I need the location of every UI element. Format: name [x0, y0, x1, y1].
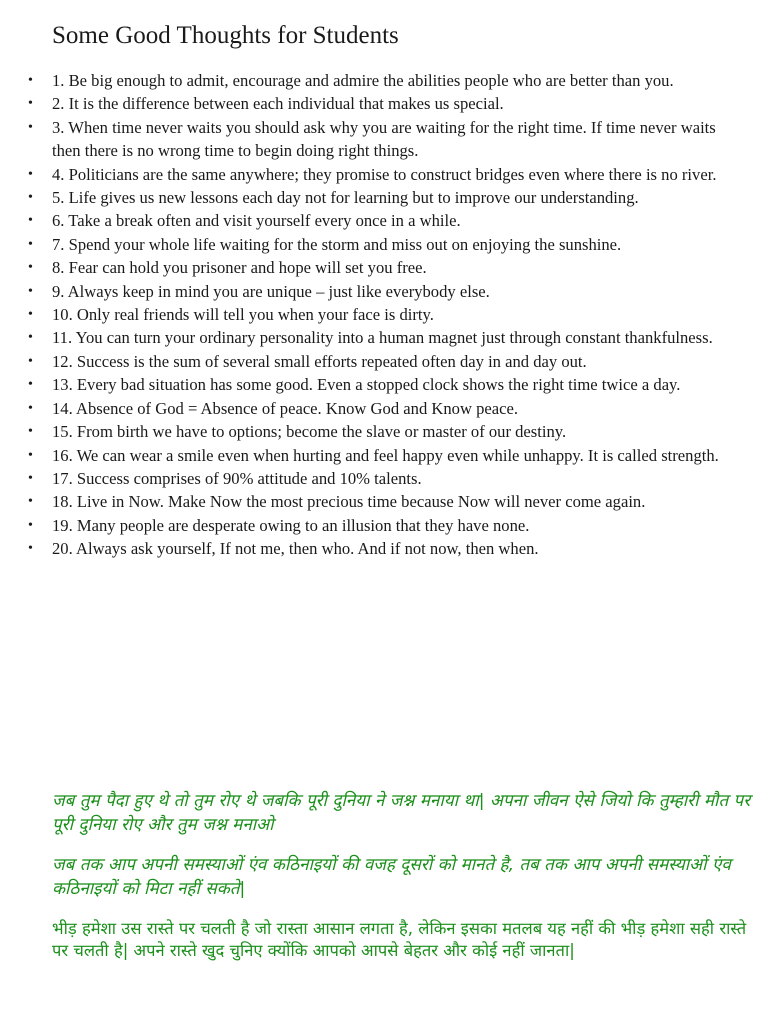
list-item [28, 326, 740, 349]
list-item [28, 444, 740, 467]
list-item [28, 116, 740, 163]
thoughts-list [28, 69, 740, 561]
list-item [28, 373, 740, 396]
hindi-quote-3: भीड़ हमेशा उस रास्ते पर चलती है जो रास्ता आसान लगता है, लेकिन इसका मतलब यह नहीं की भीड़ हमेशा सही रास्ते पर चलती है| अपने रास्ते खुद चुनिए क्योंकि आपको आपसे बेहतर और कोई नहीं जानता| [52, 919, 747, 960]
page-title: Some Good Thoughts for Students [52, 22, 399, 49]
thought-text: 5. Life gives us new lessons each day not for learning but to improve our understanding. [52, 188, 639, 208]
list-item [28, 303, 740, 326]
list-item [28, 537, 740, 560]
thought-text: 19. Many people are desperate owing to an illusion that they have none. [52, 515, 530, 535]
thought-text: 15. From birth we have to options; become the slave or master of our destiny. [52, 422, 567, 442]
bullet-icon: • [28, 353, 33, 369]
list-item [28, 186, 740, 209]
bullet-icon: • [28, 166, 33, 182]
bullet-icon: • [28, 517, 33, 533]
list-item [28, 280, 740, 303]
hindi-quote-2: जब तक आप अपनी समस्याओं एंव कठिनाइयों की वजह दूसरों को मानते है, तब तक आप अपनी समस्याओं एंव कठिनाइयों को मिटा नहीं सकते| [52, 855, 731, 899]
list-item [28, 490, 740, 513]
list-item [28, 69, 740, 92]
list-item [28, 209, 740, 232]
list-item [28, 514, 740, 537]
bullet-icon: • [28, 494, 33, 510]
thought-text: 20. Always ask yourself, If not me, then who. And if not now, then when. [52, 539, 539, 559]
thought-text: 17. Success comprises of 90% attitude and 10% talents. [52, 468, 422, 488]
thought-text: 13. Every bad situation has some good. Even a stopped clock shows the right time twice a day. [52, 375, 681, 395]
bullet-icon: • [28, 330, 33, 346]
thought-text: 8. Fear can hold you prisoner and hope will set you free. [52, 258, 427, 278]
thought-text: 16. We can wear a smile even when hurting and feel happy even while unhappy. It is called strength. [52, 445, 719, 465]
list-item [28, 92, 740, 115]
bullet-icon: • [28, 400, 33, 416]
thought-text: 10. Only real friends will tell you when your face is dirty. [52, 305, 434, 325]
bullet-icon: • [28, 260, 33, 276]
bullet-icon: • [28, 470, 33, 486]
bullet-icon: • [28, 213, 33, 229]
list-item [28, 420, 740, 443]
bullet-icon: • [28, 307, 33, 323]
thought-text: 4. Politicians are the same anywhere; they promise to construct bridges even where there is no river. [52, 164, 717, 184]
thought-text: 18. Live in Now. Make Now the most precious time because Now will never come again. [52, 492, 646, 512]
thought-text: 2. It is the difference between each individual that makes us special. [52, 94, 504, 114]
bullet-icon: • [28, 190, 33, 206]
bullet-icon: • [28, 96, 33, 112]
bullet-icon: • [28, 541, 33, 557]
list-item [28, 350, 740, 373]
thought-text: 6. Take a break often and visit yourself every once in a while. [52, 211, 461, 231]
list-item [28, 233, 740, 256]
thought-text: 11. You can turn your ordinary personality into a human magnet just through constant thankfulness. [52, 328, 713, 348]
thought-text: 12. Success is the sum of several small efforts repeated often day in and day out. [52, 351, 587, 371]
list-item [28, 256, 740, 279]
bullet-icon: • [28, 236, 33, 252]
hindi-quote-1: जब तुम पैदा हुए थे तो तुम रोए थे जबकि पूरी दुनिया ने जश्न मनाया था| अपना जीवन ऐसे जियो कि तुम्हारी मौत पर पूरी दुनिया रोए और तुम जश्न मनाओ [52, 791, 751, 835]
thought-text: 7. Spend your whole life waiting for the storm and miss out on enjoying the sunshine. [52, 234, 622, 254]
bullet-icon: • [28, 73, 33, 88]
bullet-icon: • [28, 424, 33, 440]
thought-text: 9. Always keep in mind you are unique – just like everybody else. [52, 281, 490, 301]
list-item [28, 467, 740, 490]
bullet-icon: • [28, 447, 33, 463]
thought-text: 3. When time never waits you should ask why you are waiting for the right time. If time never waits then there is no wrong time to begin doing right things. [52, 117, 716, 161]
thought-text: 1. Be big enough to admit, encourage and admire the abilities people who are better than you. [52, 71, 674, 90]
thought-text: 14. Absence of God = Absence of peace. Know God and Know peace. [52, 398, 519, 418]
bullet-icon: • [28, 119, 33, 135]
list-item [28, 163, 740, 186]
bullet-icon: • [28, 283, 33, 299]
list-item [28, 397, 740, 420]
bullet-icon: • [28, 377, 33, 393]
